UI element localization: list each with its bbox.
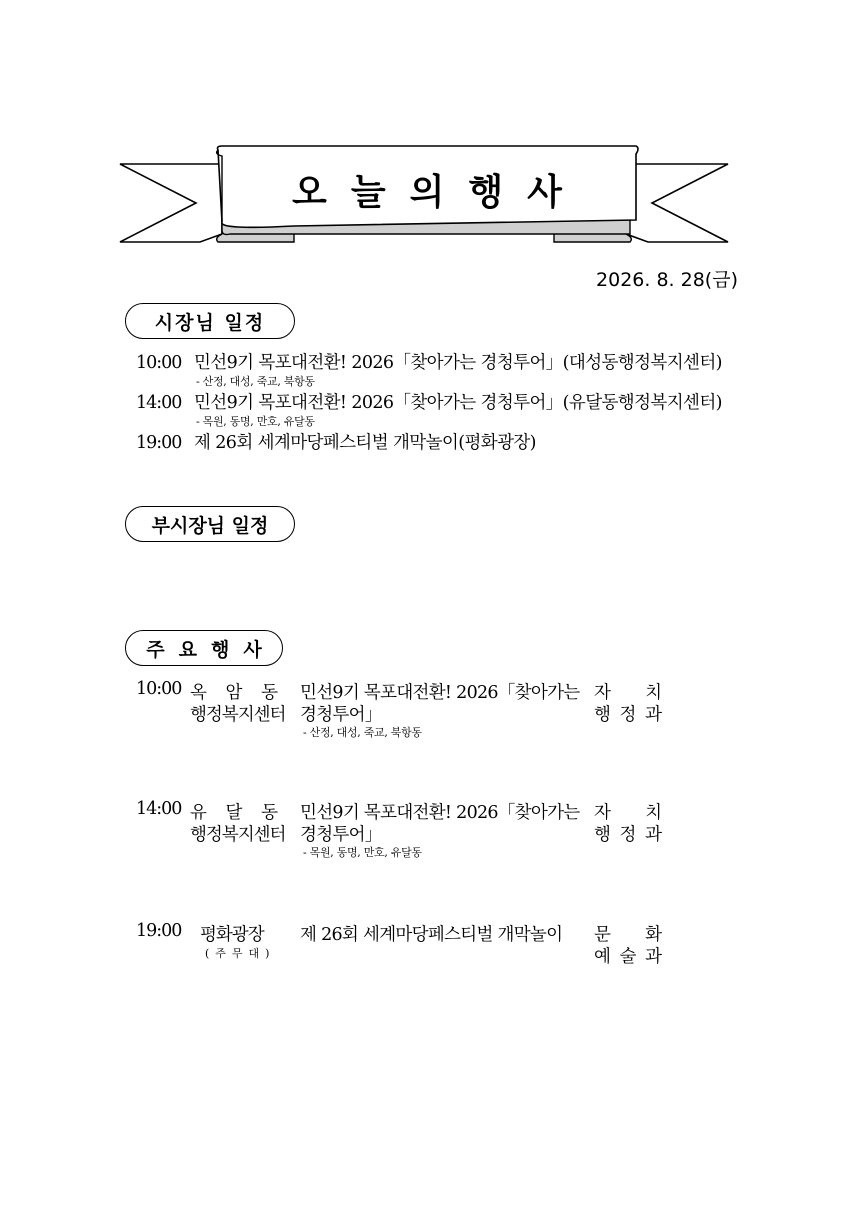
schedule-time: 19:00 — [136, 433, 182, 453]
event-dept-line2: 예 술 과 — [594, 947, 662, 967]
schedule-time: 10:00 — [136, 353, 182, 373]
schedule-note: - 목원, 동명, 만호, 유달동 — [196, 415, 315, 428]
event-desc: 제 26회 세계마당페스티벌 개막놀이 — [300, 925, 563, 945]
event-time: 19:00 — [136, 921, 182, 941]
event-desc-cont: 경청투어」 — [300, 705, 382, 725]
event-desc: 민선9기 목포대전환! 2026「찾아가는 — [300, 803, 580, 823]
event-item — [0, 799, 860, 879]
schedule-note: - 산정, 대성, 죽교, 북항동 — [196, 375, 315, 388]
mayor-schedule-heading: 시장님 일정 — [125, 303, 295, 339]
event-location: 평화광장 — [200, 925, 264, 945]
event-dept: 문 화 — [594, 925, 662, 945]
event-location-detail: (주무대) — [205, 947, 276, 960]
schedule-desc: 제 26회 세계마당페스티벌 개막놀이(평화광장) — [194, 433, 536, 453]
schedule-date: 2026. 8. 28(금) — [596, 269, 738, 291]
mayor-schedule-item — [136, 389, 722, 414]
mayor-schedule-item — [136, 349, 722, 374]
event-item — [0, 679, 860, 759]
event-time: 10:00 — [136, 679, 182, 699]
event-location: 유 달 동 — [190, 803, 278, 823]
event-item — [0, 921, 860, 1001]
event-time: 14:00 — [136, 799, 182, 819]
vice-mayor-schedule-heading: 부시장님 일정 — [125, 506, 295, 542]
event-dept: 자 치 — [594, 683, 662, 703]
event-location: 옥 암 동 — [190, 683, 278, 703]
schedule-desc: 민선9기 목포대전환! 2026「찾아가는 경청투어」(유달동행정복지센터) — [194, 393, 722, 413]
event-location-detail: 행정복지센터 — [190, 705, 286, 725]
event-desc: 민선9기 목포대전환! 2026「찾아가는 — [300, 683, 580, 703]
event-dept-line2: 행 정 과 — [594, 825, 662, 845]
event-note: - 목원, 동명, 만호, 유달동 — [303, 846, 422, 859]
event-note: - 산정, 대성, 죽교, 북항동 — [303, 726, 422, 739]
event-dept: 자 치 — [594, 803, 662, 823]
schedule-desc: 민선9기 목포대전환! 2026「찾아가는 경청투어」(대성동행정복지센터) — [194, 353, 722, 373]
event-desc-cont: 경청투어」 — [300, 825, 382, 845]
event-dept-line2: 행 정 과 — [594, 705, 662, 725]
title-banner — [118, 142, 730, 246]
mayor-schedule-item — [136, 429, 536, 454]
schedule-time: 14:00 — [136, 393, 182, 413]
page-title: 오늘의행사 — [292, 171, 586, 213]
event-location-detail: 행정복지센터 — [190, 825, 286, 845]
events-heading: 주요행사 — [125, 630, 283, 666]
